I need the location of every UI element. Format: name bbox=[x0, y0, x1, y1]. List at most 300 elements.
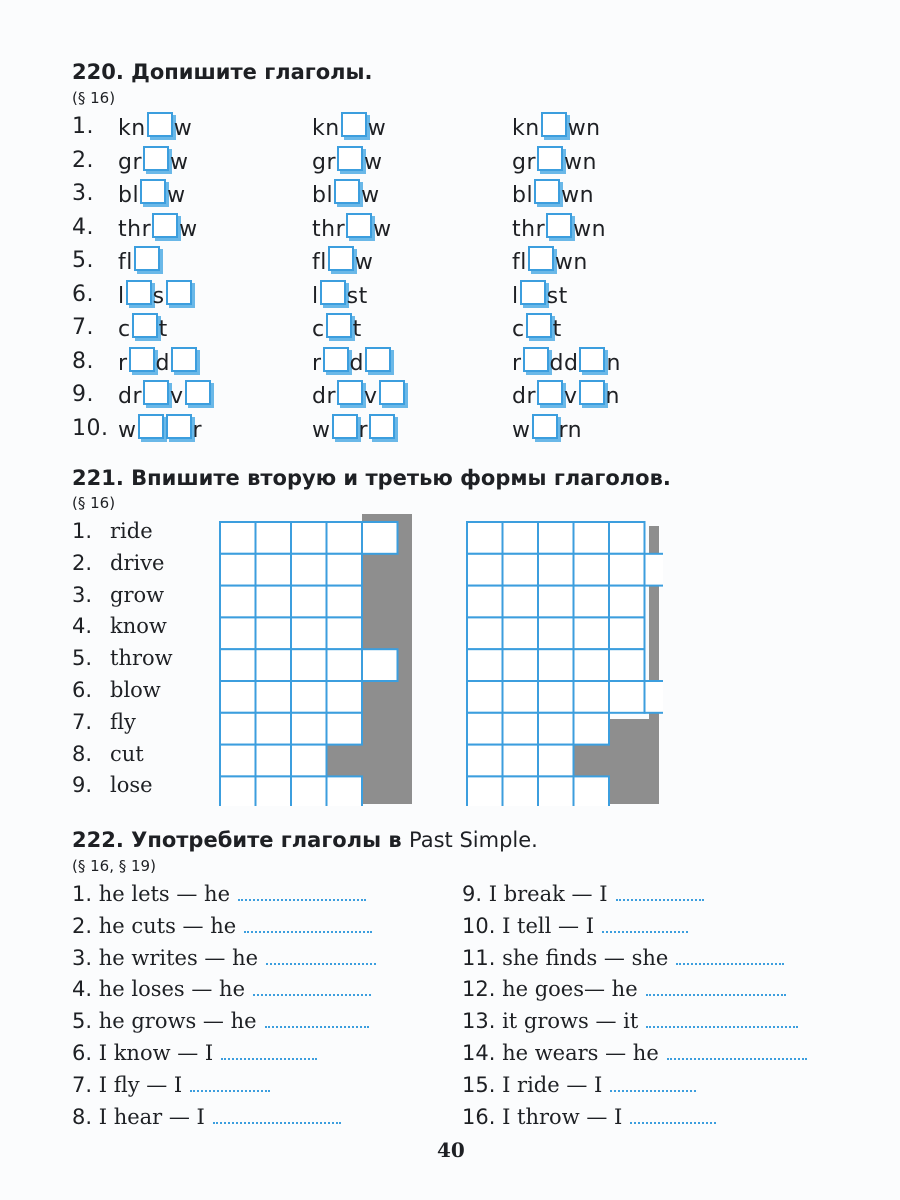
item-number: 13. bbox=[462, 1009, 496, 1034]
past-simple-item bbox=[72, 1041, 317, 1065]
grid-cell[interactable] bbox=[291, 554, 327, 586]
grid-cell[interactable] bbox=[220, 745, 256, 777]
past-simple-item bbox=[72, 882, 366, 906]
ex220-row-number: 5. bbox=[72, 248, 94, 273]
grid-cell[interactable] bbox=[538, 776, 574, 806]
word-fragment: gr bbox=[512, 149, 537, 175]
word-fragment: v bbox=[170, 384, 184, 409]
word-fragment: v bbox=[564, 384, 578, 409]
letter-blank-box[interactable] bbox=[140, 179, 166, 204]
word-fragment: r bbox=[512, 350, 522, 376]
word-fragment: w bbox=[354, 250, 374, 275]
grid-cell[interactable] bbox=[574, 649, 610, 681]
item-text: he cuts — he bbox=[92, 913, 237, 938]
word-fragment: t bbox=[352, 317, 362, 342]
grid-cell[interactable] bbox=[467, 617, 503, 649]
grid-cell[interactable] bbox=[362, 522, 398, 554]
item-text: I hear — I bbox=[92, 1104, 205, 1129]
ex220-word-c3 bbox=[512, 380, 620, 412]
letter-blank-box[interactable] bbox=[332, 414, 358, 439]
grid-cell[interactable] bbox=[220, 522, 256, 554]
grid-cell[interactable] bbox=[291, 522, 327, 554]
item-text: he grows — he bbox=[92, 1009, 257, 1034]
grid-cell[interactable] bbox=[574, 776, 610, 806]
ex220-row-number: 1. bbox=[72, 114, 94, 139]
past-simple-item bbox=[72, 946, 376, 970]
word-fragment: r bbox=[118, 350, 128, 376]
item-text: I know — I bbox=[92, 1041, 214, 1065]
word-fragment: l bbox=[312, 283, 319, 309]
grid-cell[interactable] bbox=[362, 649, 398, 681]
item-number: 3. bbox=[72, 945, 93, 970]
word-fragment: kn bbox=[512, 116, 540, 141]
letter-blank-box[interactable] bbox=[526, 313, 552, 338]
grid-cell[interactable] bbox=[609, 586, 645, 618]
grid-cell[interactable] bbox=[467, 681, 503, 713]
word-fragment: w bbox=[373, 216, 392, 242]
letter-blank-box[interactable] bbox=[129, 347, 155, 372]
grid-cell[interactable] bbox=[609, 554, 645, 586]
grid-cell[interactable] bbox=[327, 586, 363, 618]
verb-number: 5. bbox=[72, 646, 93, 671]
word-fragment: kn bbox=[118, 116, 146, 141]
letter-blank-box[interactable] bbox=[528, 246, 554, 271]
verb-word: ride bbox=[110, 519, 153, 543]
item-text: he writes — he bbox=[92, 945, 259, 970]
letter-blank-box[interactable] bbox=[520, 280, 546, 305]
word-fragment: dd bbox=[549, 350, 579, 376]
letter-blank-box[interactable] bbox=[546, 213, 572, 238]
item-text: I tell — I bbox=[495, 913, 594, 938]
ex220-word-c2 bbox=[312, 414, 396, 446]
grid-cell[interactable] bbox=[467, 649, 503, 681]
verb-list-item bbox=[72, 773, 153, 797]
ex220-row-number: 4. bbox=[72, 214, 94, 240]
letter-blank-box[interactable] bbox=[138, 414, 164, 439]
letter-blank-box[interactable] bbox=[579, 380, 605, 405]
letter-blank-box[interactable] bbox=[134, 246, 160, 271]
word-fragment: bl bbox=[312, 183, 334, 208]
grid-cell[interactable] bbox=[327, 554, 363, 586]
grid-cell[interactable] bbox=[538, 713, 574, 745]
verb-number: 9. bbox=[72, 773, 93, 798]
verb-number: 1. bbox=[72, 519, 93, 543]
word-fragment: w bbox=[364, 149, 383, 175]
verb-number: 4. bbox=[72, 614, 93, 639]
grid-cell[interactable] bbox=[220, 649, 256, 681]
ex220-word-c3 bbox=[512, 112, 601, 144]
grid-cell[interactable] bbox=[574, 617, 610, 649]
item-text: I throw — I bbox=[495, 1104, 623, 1129]
answer-blank-line[interactable] bbox=[265, 1012, 369, 1028]
word-fragment: wn bbox=[554, 250, 588, 275]
item-text: I fly — I bbox=[92, 1072, 183, 1097]
answer-blank-line[interactable] bbox=[190, 1076, 270, 1092]
grid-cell[interactable] bbox=[574, 713, 610, 745]
ex220-word-c1 bbox=[118, 179, 186, 211]
grid-cell[interactable] bbox=[256, 649, 292, 681]
word-fragment: dr bbox=[118, 384, 143, 409]
grid-cell[interactable] bbox=[220, 776, 256, 806]
grid-cell[interactable] bbox=[291, 586, 327, 618]
verb-list-item bbox=[72, 646, 173, 670]
grid-cell[interactable] bbox=[220, 713, 256, 745]
answer-blank-line[interactable] bbox=[676, 949, 784, 965]
grid-cell[interactable] bbox=[467, 554, 503, 586]
past-simple-item bbox=[72, 1073, 270, 1097]
letter-blank-box[interactable] bbox=[369, 414, 395, 439]
ex220-row-number: 2. bbox=[72, 147, 94, 173]
grid-cell[interactable] bbox=[291, 776, 327, 806]
grid-cell[interactable] bbox=[291, 649, 327, 681]
grid-cell[interactable] bbox=[538, 745, 574, 777]
grid-cell[interactable] bbox=[327, 776, 363, 806]
grid-cell[interactable] bbox=[220, 617, 256, 649]
answer-blank-line[interactable] bbox=[221, 1044, 317, 1060]
letter-blank-box[interactable] bbox=[537, 380, 563, 405]
ex220-word-c1 bbox=[118, 146, 189, 178]
word-fragment: w bbox=[512, 417, 531, 443]
answer-blank-line[interactable] bbox=[266, 949, 376, 965]
letter-blank-box[interactable] bbox=[132, 313, 158, 338]
word-fragment: w bbox=[367, 116, 387, 141]
ex220-row-number: 3. bbox=[72, 181, 94, 206]
word-fragment: w bbox=[170, 149, 189, 175]
word-fragment: c bbox=[512, 317, 525, 342]
grid-cell[interactable] bbox=[538, 681, 574, 713]
word-fragment: l bbox=[512, 283, 519, 309]
word-fragment: c bbox=[118, 317, 131, 342]
word-fragment: fl bbox=[312, 250, 327, 275]
exercise-222-reference: (§ 16, § 19) bbox=[72, 857, 156, 875]
ex220-word-c2 bbox=[312, 347, 392, 379]
ex220-word-c2 bbox=[312, 146, 383, 178]
grid-cell[interactable] bbox=[327, 522, 363, 554]
word-fragment: s bbox=[152, 283, 165, 309]
grid-cell[interactable] bbox=[609, 681, 645, 713]
item-text: he goes— he bbox=[495, 977, 638, 1002]
item-number: 5. bbox=[72, 1009, 93, 1034]
verb-number: 3. bbox=[72, 582, 93, 607]
verb-number: 7. bbox=[72, 709, 93, 734]
past-simple-item bbox=[72, 977, 371, 1001]
grid-cell[interactable] bbox=[503, 554, 539, 586]
grid-cell[interactable] bbox=[503, 617, 539, 649]
letter-blank-box[interactable] bbox=[166, 280, 192, 305]
ex220-word-c3 bbox=[512, 213, 606, 245]
verb-word: know bbox=[110, 614, 167, 639]
ex220-word-c1 bbox=[118, 246, 161, 278]
item-number: 12. bbox=[462, 977, 496, 1002]
letter-blank-box[interactable] bbox=[534, 179, 560, 204]
ex220-word-c3 bbox=[512, 280, 568, 312]
grid-cell[interactable] bbox=[503, 681, 539, 713]
grid-cell[interactable] bbox=[256, 554, 292, 586]
ex220-word-c3 bbox=[512, 313, 562, 345]
verb-list-item bbox=[72, 519, 153, 543]
grid-cell[interactable] bbox=[327, 713, 363, 745]
ex220-row-number: 6. bbox=[72, 281, 94, 307]
letter-blank-box[interactable] bbox=[171, 347, 197, 372]
word-fragment: t bbox=[158, 317, 168, 342]
letter-blank-box[interactable] bbox=[126, 280, 152, 305]
word-fragment: bl bbox=[118, 183, 140, 208]
ex220-word-c1 bbox=[118, 380, 212, 412]
grid-cell[interactable] bbox=[574, 681, 610, 713]
grid-cell[interactable] bbox=[645, 554, 664, 586]
item-number: 15. bbox=[462, 1072, 496, 1097]
letter-blank-box[interactable] bbox=[579, 347, 605, 372]
grid-cell[interactable] bbox=[574, 522, 610, 554]
ex220-word-c3 bbox=[512, 179, 594, 211]
grid-cell[interactable] bbox=[574, 554, 610, 586]
answer-blank-line[interactable] bbox=[646, 1012, 798, 1028]
answer-blank-line[interactable] bbox=[646, 980, 786, 996]
grid-cell[interactable] bbox=[503, 776, 539, 806]
ex220-word-c1 bbox=[118, 213, 198, 245]
ex220-word-c1 bbox=[118, 313, 168, 345]
item-number: 6. bbox=[72, 1041, 93, 1065]
answer-blank-line[interactable] bbox=[244, 917, 372, 933]
letter-blank-box[interactable] bbox=[541, 112, 567, 137]
answer-blank-line[interactable] bbox=[610, 1076, 696, 1092]
answer-blank-line[interactable] bbox=[238, 885, 366, 901]
item-text: I break — I bbox=[482, 882, 608, 906]
answer-blank-line[interactable] bbox=[630, 1108, 716, 1124]
verb-word: fly bbox=[110, 709, 136, 734]
grid-cell[interactable] bbox=[256, 617, 292, 649]
verb-list-item bbox=[72, 678, 161, 702]
ex220-word-c2 bbox=[312, 213, 392, 245]
grid-cell[interactable] bbox=[574, 586, 610, 618]
letter-blank-box[interactable] bbox=[152, 213, 178, 238]
past-simple-item bbox=[462, 977, 786, 1001]
letter-blank-box[interactable] bbox=[532, 414, 558, 439]
grid-cell[interactable] bbox=[256, 586, 292, 618]
answer-blank-line[interactable] bbox=[213, 1108, 341, 1124]
item-text: he loses — he bbox=[92, 977, 245, 1002]
grid-cell[interactable] bbox=[467, 776, 503, 806]
verb-word: drive bbox=[110, 550, 165, 575]
past-simple-item bbox=[462, 946, 784, 970]
past-simple-item bbox=[462, 1105, 716, 1129]
word-fragment: d bbox=[349, 350, 365, 376]
item-number: 2. bbox=[72, 913, 93, 938]
grid-cell[interactable] bbox=[467, 586, 503, 618]
verb-list-item bbox=[72, 742, 144, 766]
verb-number: 6. bbox=[72, 678, 93, 702]
grid-cell[interactable] bbox=[327, 617, 363, 649]
verb-word: lose bbox=[110, 773, 153, 798]
word-fragment: c bbox=[312, 317, 325, 342]
grid-cell[interactable] bbox=[609, 617, 645, 649]
past-simple-item bbox=[72, 914, 372, 938]
word-fragment: wn bbox=[564, 149, 597, 175]
grid-cell[interactable] bbox=[609, 522, 645, 554]
letter-blank-box[interactable] bbox=[166, 414, 192, 439]
exercise-220-title: 220. Допишите глаголы. bbox=[72, 60, 373, 84]
grid-cell[interactable] bbox=[256, 522, 292, 554]
word-fragment: gr bbox=[118, 149, 143, 175]
grid-cell[interactable] bbox=[538, 586, 574, 618]
ex220-word-c1 bbox=[118, 280, 193, 312]
verb-word: grow bbox=[110, 582, 165, 607]
ex220-word-c1 bbox=[118, 347, 198, 379]
verb-word: cut bbox=[110, 741, 144, 766]
item-text: he wears — he bbox=[495, 1041, 659, 1065]
word-fragment: n bbox=[606, 350, 621, 376]
ex220-word-c3 bbox=[512, 347, 621, 379]
past-simple-item bbox=[72, 1009, 369, 1033]
crossword-grid-participle[interactable] bbox=[463, 514, 663, 806]
letter-blank-box[interactable] bbox=[143, 380, 169, 405]
grid-cell[interactable] bbox=[503, 713, 539, 745]
word-fragment: w bbox=[173, 116, 193, 141]
item-text: it grows — it bbox=[495, 1009, 639, 1034]
exercise-221-reference: (§ 16) bbox=[72, 494, 116, 512]
verb-list-item bbox=[72, 583, 164, 607]
item-number: 4. bbox=[72, 977, 93, 1002]
word-fragment: dr bbox=[512, 384, 537, 409]
grid-cell[interactable] bbox=[538, 554, 574, 586]
grid-cell[interactable] bbox=[538, 522, 574, 554]
letter-blank-box[interactable] bbox=[185, 380, 211, 405]
verb-number: 2. bbox=[72, 550, 93, 575]
word-fragment: thr bbox=[512, 216, 546, 242]
item-text: she finds — she bbox=[495, 945, 669, 970]
word-fragment: r bbox=[192, 417, 203, 443]
ex220-word-c2 bbox=[312, 280, 368, 312]
grid-cell[interactable] bbox=[220, 554, 256, 586]
letter-blank-box[interactable] bbox=[337, 380, 363, 405]
past-simple-item bbox=[462, 882, 704, 906]
grid-cell[interactable] bbox=[467, 745, 503, 777]
answer-blank-line[interactable] bbox=[253, 980, 371, 996]
grid-cell[interactable] bbox=[291, 617, 327, 649]
word-fragment: d bbox=[155, 350, 171, 376]
letter-blank-box[interactable] bbox=[326, 313, 352, 338]
grid-cell[interactable] bbox=[645, 681, 664, 713]
grid-cell[interactable] bbox=[327, 681, 363, 713]
past-simple-item bbox=[462, 914, 688, 938]
item-number: 14. bbox=[462, 1041, 496, 1065]
exercise-220-reference: (§ 16) bbox=[72, 89, 116, 107]
grid-cell[interactable] bbox=[503, 745, 539, 777]
word-fragment: t bbox=[552, 317, 562, 342]
word-fragment: rn bbox=[558, 417, 583, 443]
grid-cell[interactable] bbox=[291, 745, 327, 777]
grid-cell[interactable] bbox=[609, 649, 645, 681]
word-fragment: wn bbox=[561, 183, 595, 208]
ex220-row-number: 9. bbox=[72, 382, 94, 407]
letter-blank-box[interactable] bbox=[523, 347, 549, 372]
grid-cell[interactable] bbox=[538, 649, 574, 681]
exercise-221-title: 221. Впишите вторую и третью формы глаголов. bbox=[72, 466, 671, 490]
word-fragment: wn bbox=[573, 216, 607, 242]
letter-blank-box[interactable] bbox=[334, 179, 360, 204]
word-fragment: gr bbox=[312, 149, 337, 175]
grid-cell[interactable] bbox=[220, 586, 256, 618]
verb-word: throw bbox=[110, 646, 173, 671]
word-fragment: w bbox=[361, 183, 380, 208]
item-number: 10. bbox=[462, 913, 496, 938]
grid-cell[interactable] bbox=[467, 522, 503, 554]
past-simple-item bbox=[462, 1041, 807, 1065]
word-fragment: n bbox=[605, 384, 620, 409]
ex220-word-c3 bbox=[512, 414, 582, 446]
verb-list-item bbox=[72, 710, 136, 734]
answer-blank-line[interactable] bbox=[602, 917, 688, 933]
word-fragment: w bbox=[312, 417, 331, 443]
ex220-word-c2 bbox=[312, 179, 380, 211]
past-simple-item bbox=[462, 1073, 696, 1097]
verb-list-item bbox=[72, 551, 165, 575]
grid-cell[interactable] bbox=[291, 681, 327, 713]
letter-blank-box[interactable] bbox=[379, 380, 405, 405]
item-number: 8. bbox=[72, 1104, 93, 1129]
grid-cell[interactable] bbox=[256, 745, 292, 777]
answer-blank-line[interactable] bbox=[616, 885, 704, 901]
ex220-row-number: 10. bbox=[72, 415, 109, 441]
word-fragment: thr bbox=[312, 216, 346, 242]
letter-blank-box[interactable] bbox=[365, 347, 391, 372]
word-fragment: v bbox=[364, 384, 378, 409]
item-text: I ride — I bbox=[495, 1072, 603, 1097]
ex220-row-number: 7. bbox=[72, 315, 94, 340]
letter-blank-box[interactable] bbox=[341, 112, 367, 137]
item-number: 9. bbox=[462, 882, 483, 906]
letter-blank-box[interactable] bbox=[328, 246, 354, 271]
word-fragment: l bbox=[118, 283, 125, 309]
word-fragment: r bbox=[358, 417, 369, 443]
grid-cell[interactable] bbox=[467, 713, 503, 745]
grid-cell[interactable] bbox=[327, 649, 363, 681]
ex220-word-c1 bbox=[118, 112, 192, 144]
word-fragment: bl bbox=[512, 183, 534, 208]
ex220-row-number: 8. bbox=[72, 348, 94, 374]
grid-cell[interactable] bbox=[220, 681, 256, 713]
page-number: 40 bbox=[437, 1138, 465, 1162]
ex220-word-c3 bbox=[512, 146, 597, 178]
word-fragment: wn bbox=[567, 116, 601, 141]
grid-cell[interactable] bbox=[503, 586, 539, 618]
letter-blank-box[interactable] bbox=[320, 280, 346, 305]
ex220-word-c2 bbox=[312, 380, 406, 412]
letter-blank-box[interactable] bbox=[147, 112, 173, 137]
grid-cell[interactable] bbox=[503, 649, 539, 681]
grid-cell[interactable] bbox=[538, 617, 574, 649]
word-fragment: w bbox=[179, 216, 198, 242]
grid-cell[interactable] bbox=[256, 681, 292, 713]
letter-blank-box[interactable] bbox=[143, 146, 169, 171]
grid-cell[interactable] bbox=[503, 522, 539, 554]
letter-blank-box[interactable] bbox=[323, 347, 349, 372]
letter-blank-box[interactable] bbox=[337, 146, 363, 171]
item-number: 11. bbox=[462, 945, 496, 970]
item-text: he lets — he bbox=[92, 882, 231, 906]
exercise-222-title: 222. Употребите глаголы в Past Simple. bbox=[72, 828, 538, 852]
item-number: 1. bbox=[72, 882, 93, 906]
ex220-word-c2 bbox=[312, 313, 362, 345]
answer-blank-line[interactable] bbox=[667, 1044, 807, 1060]
crossword-grid-past[interactable] bbox=[216, 514, 416, 806]
grid-cell[interactable] bbox=[256, 776, 292, 806]
letter-blank-box[interactable] bbox=[346, 213, 372, 238]
grid-cell[interactable] bbox=[256, 713, 292, 745]
item-number: 7. bbox=[72, 1072, 93, 1097]
grid-cell[interactable] bbox=[291, 713, 327, 745]
letter-blank-box[interactable] bbox=[537, 146, 563, 171]
